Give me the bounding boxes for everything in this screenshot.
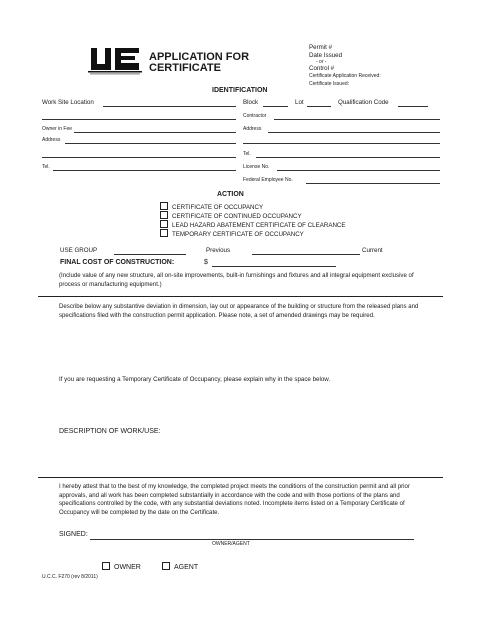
ucc-logo	[88, 46, 142, 76]
final-cost-note: (Include value of any new structure, all on-site improvements, built-in furnishings and fixtures and all integral equipment exclusive of process or manufacturing equipment.)	[59, 272, 414, 288]
owner-tel-field[interactable]	[53, 170, 236, 171]
use-group-field[interactable]	[114, 254, 186, 255]
checkbox-icon	[160, 220, 168, 228]
date-issued-label: Date Issued	[309, 52, 343, 59]
block-field[interactable]	[263, 106, 288, 107]
lot-field[interactable]	[307, 106, 331, 107]
action-option-continued-occupancy[interactable]: CERTIFICATE OF CONTINUED OCCUPANCY	[160, 211, 302, 220]
contractor-tel-field[interactable]	[256, 157, 440, 158]
currency-symbol: $	[204, 259, 208, 266]
control-number-label: Control #	[309, 65, 335, 72]
final-cost-field[interactable]	[212, 266, 336, 267]
date-issued-or: - or -	[316, 59, 327, 65]
checkbox-icon	[162, 562, 170, 570]
owner-in-fee-field[interactable]	[74, 132, 236, 133]
contractor-tel-label: Tel.	[243, 151, 251, 157]
previous-label: Previous	[206, 247, 231, 254]
title-line-2: CERTIFICATE	[149, 62, 221, 74]
final-cost-label: FINAL COST OF CONSTRUCTION:	[60, 259, 175, 266]
qualification-code-field[interactable]	[398, 106, 428, 107]
divider-2	[38, 477, 443, 478]
work-site-label: Work Site Location	[42, 99, 94, 106]
form-title	[149, 52, 249, 74]
owner-agent-caption: OWNER/AGENT	[212, 541, 250, 547]
certificate-application-received-label: Certificate Application Received:	[309, 73, 381, 79]
signature-field[interactable]	[90, 539, 414, 540]
qualification-code-label: Qualification Code	[338, 99, 389, 106]
owner-checkbox[interactable]: OWNER	[102, 562, 141, 571]
divider-1	[38, 296, 443, 297]
federal-employee-number-field[interactable]	[306, 183, 440, 184]
certificate-issued-label: Certificate Issued:	[309, 81, 350, 87]
previous-use-group-field[interactable]	[252, 254, 360, 255]
current-label: Current	[362, 247, 383, 254]
owner-in-fee-label: Owner in Fee	[42, 126, 73, 132]
action-heading: ACTION	[217, 191, 244, 198]
contractor-field[interactable]	[274, 119, 440, 120]
contractor-address-field-line-2[interactable]	[243, 143, 440, 144]
deviation-instructions: Describe below any substantive deviation in dimension, lay out or appearance of the building or structure from the released plans and specifications filed with the construction permit application. Please note, a set of amended drawings may be required.	[59, 303, 419, 319]
temporary-instructions: If you are requesting a Temporary Certificate of Occupancy, please explain why in the space below.	[59, 376, 331, 383]
checkbox-icon	[160, 229, 168, 237]
agent-checkbox[interactable]: AGENT	[162, 562, 198, 571]
owner-address-label: Address	[42, 137, 61, 143]
license-number-label: License No.	[243, 164, 270, 170]
deviation-response-area[interactable]	[59, 332, 431, 372]
block-label: Block	[243, 99, 259, 106]
owner-tel-label: Tel.	[42, 164, 50, 170]
title-line-1: APPLICATION FOR	[149, 51, 250, 63]
action-option-temporary[interactable]: TEMPORARY CERTIFICATE OF OCCUPANCY	[160, 229, 304, 238]
license-number-field[interactable]	[277, 170, 440, 171]
identification-heading: IDENTIFICATION	[212, 87, 268, 94]
form-number: U.C.C. F270 (rev 8/2011)	[42, 574, 98, 580]
work-site-field[interactable]	[103, 106, 236, 107]
permit-number-label: Permit #	[309, 44, 333, 51]
action-option-occupancy[interactable]: CERTIFICATE OF OCCUPANCY	[160, 202, 263, 211]
description-label: DESCRIPTION OF WORK/USE:	[59, 428, 161, 435]
federal-employee-number-label: Federal Employee No.	[243, 177, 293, 183]
use-group-label: USE GROUP	[60, 247, 98, 254]
lot-label: Lot	[295, 99, 304, 106]
contractor-address-label: Address	[243, 126, 262, 132]
attestation-text: I hereby attest that to the best of my knowledge, the completed project meets the conditions of the construction permit and all prior approvals, and all work has been completed substantially in accordance with the code and with those portions of the plans and specifications controlled by the code, with any substantial deviations noted. Incomplete items listed on a Temporary Certificate of Occupancy will be completed by the date on the Certificate.	[59, 483, 410, 516]
description-response-area[interactable]	[59, 439, 431, 473]
contractor-label: Contractor	[243, 113, 267, 119]
temporary-response-area[interactable]	[59, 387, 431, 425]
checkbox-icon	[160, 202, 168, 210]
owner-address-field[interactable]	[65, 143, 236, 144]
signed-label: SIGNED:	[59, 531, 88, 538]
checkbox-icon	[102, 562, 110, 570]
owner-address-field-line-2[interactable]	[42, 157, 236, 158]
work-site-field-line-2[interactable]	[42, 119, 236, 120]
contractor-address-field[interactable]	[268, 132, 440, 133]
action-option-lead-hazard[interactable]: LEAD HAZARD ABATEMENT CERTIFICATE OF CLEARANCE	[160, 220, 346, 229]
checkbox-icon	[160, 211, 168, 219]
